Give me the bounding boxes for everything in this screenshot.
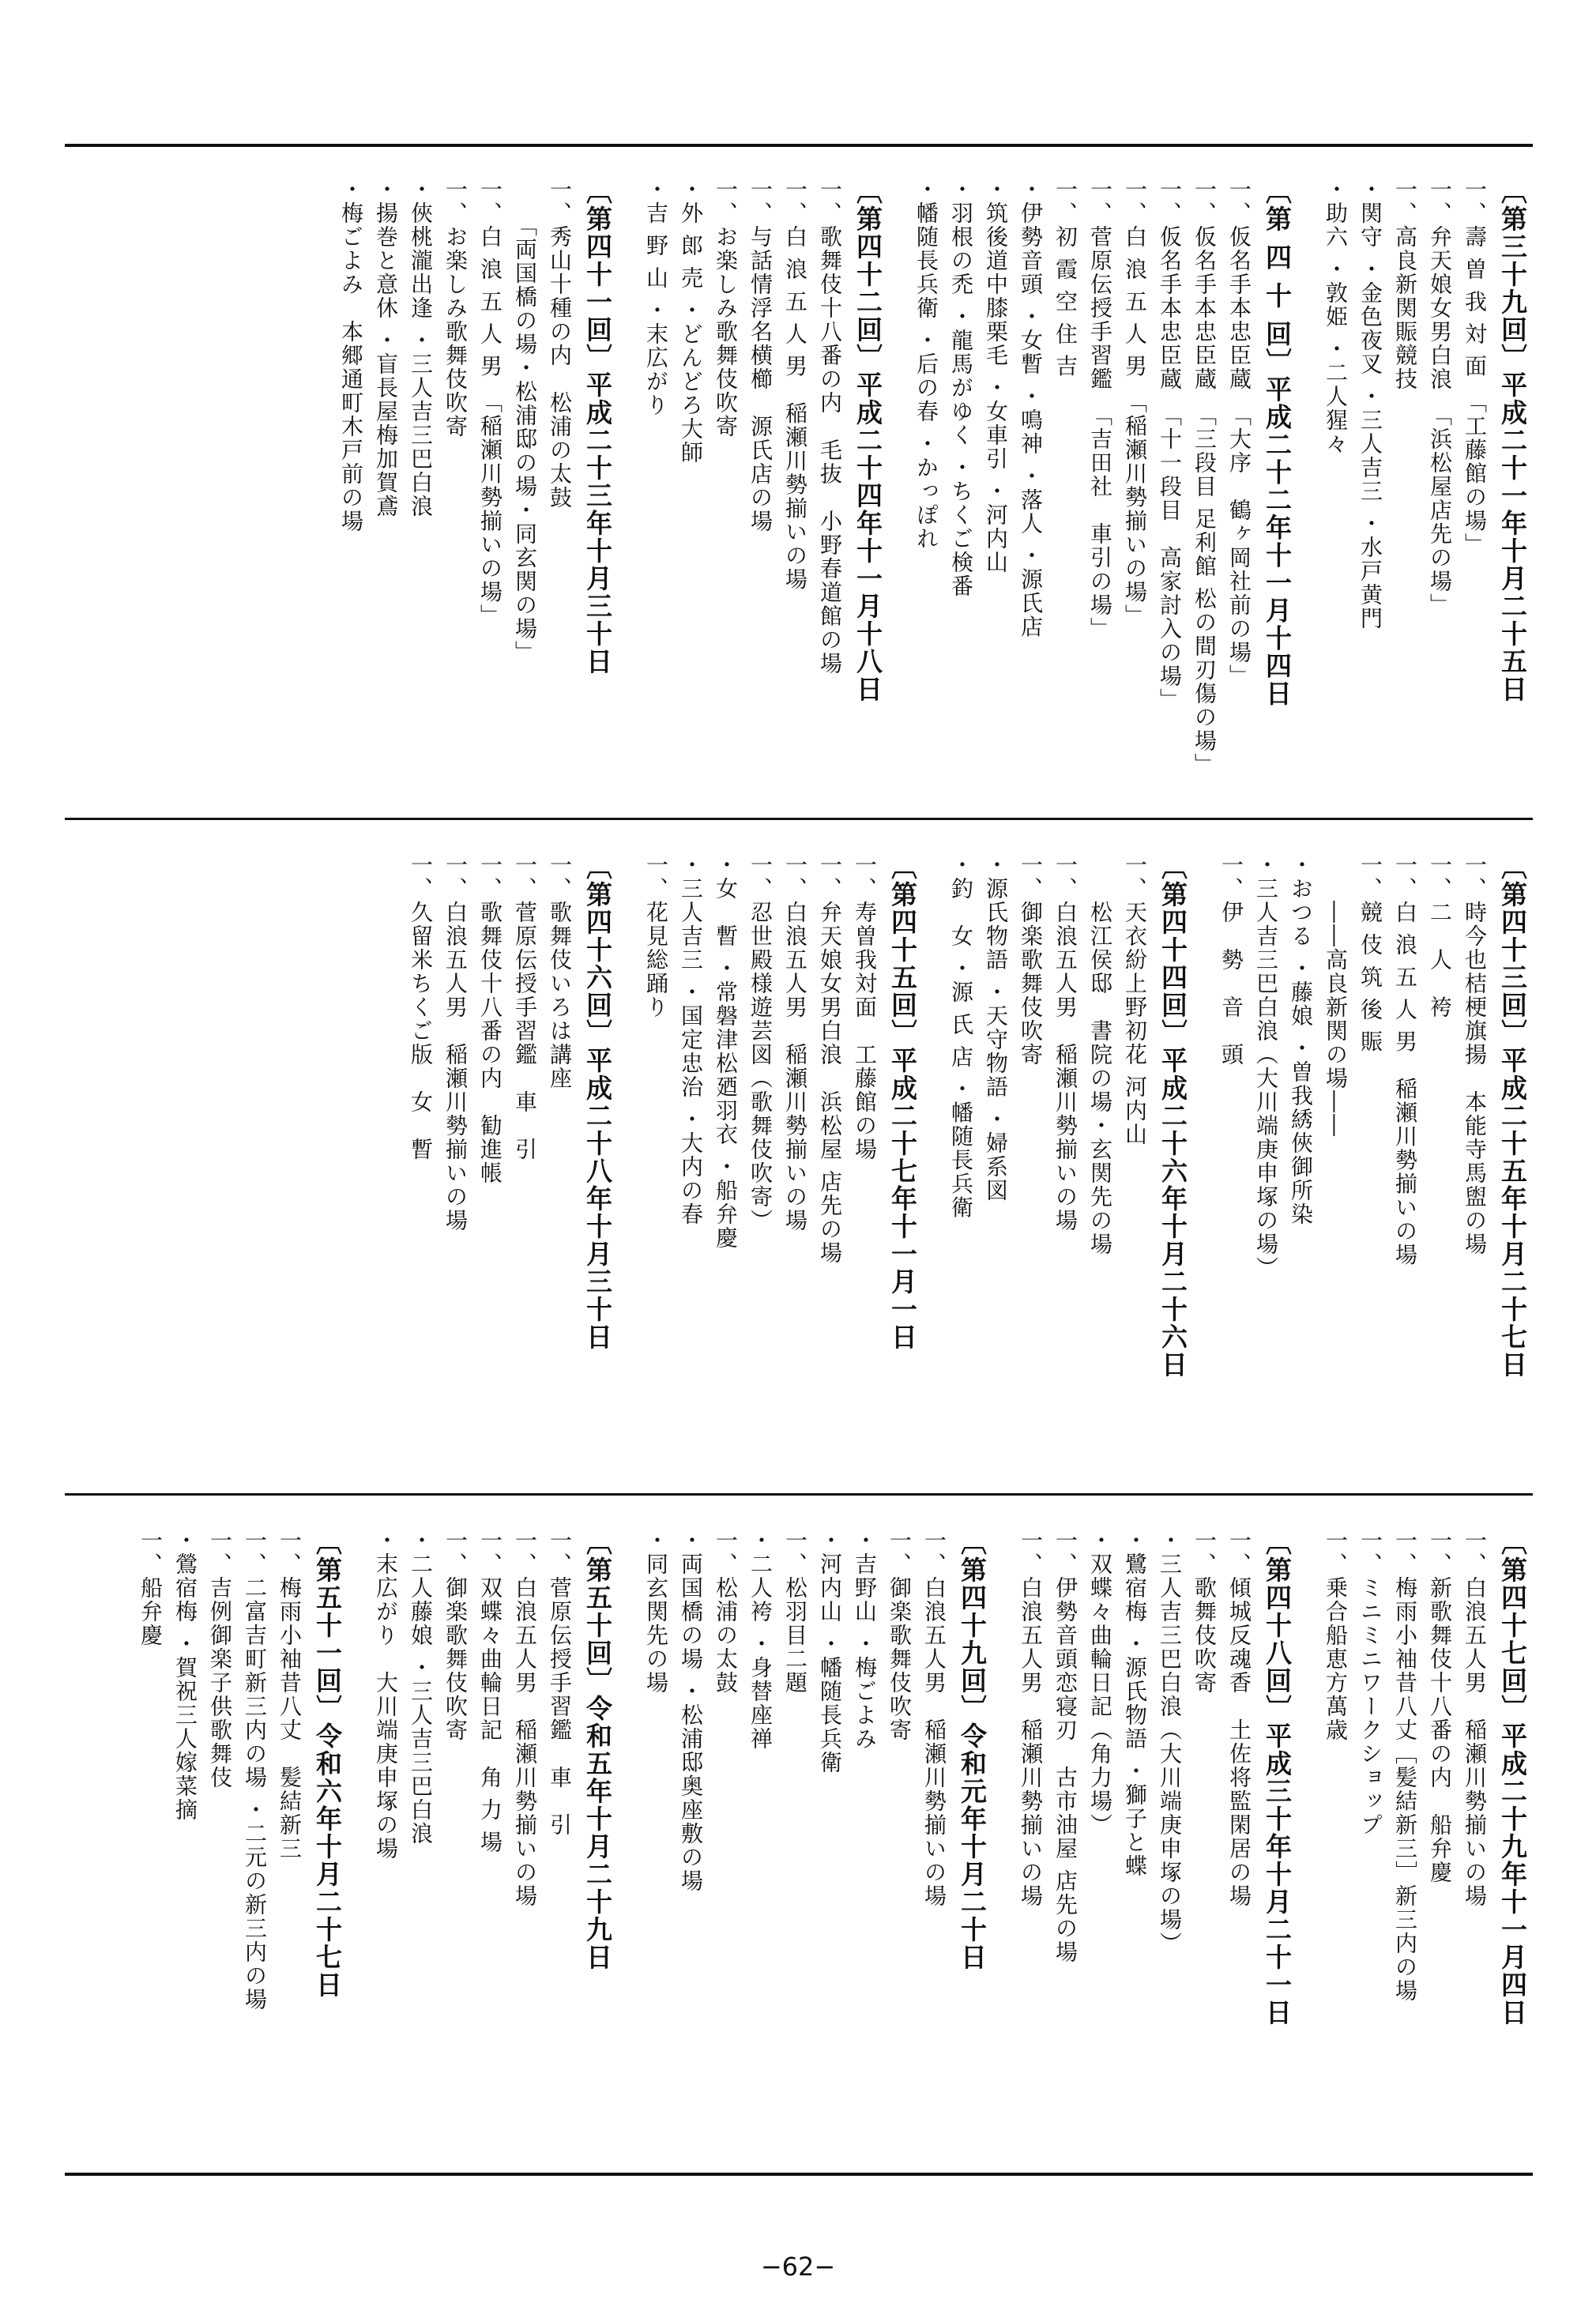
program-line: 一、仮名手本忠臣蔵 「十一段目 高家討入の場」 <box>1157 178 1183 712</box>
program-heading: 〔第四十四回〕平成二十六年十月二十六日 <box>1157 853 1188 1379</box>
program-line: 一、菅原伝授手習鑑 車 引 <box>547 1529 573 1837</box>
program-line: ――高良新関の場―― <box>1323 853 1349 1138</box>
program-line: ・双蝶々曲輪日記（角力場） <box>1087 1529 1113 1837</box>
program-line: 一、新歌舞伎十八番の内 船弁慶 <box>1427 1529 1453 1884</box>
program-line: ・二人袴 ・身替座禅 <box>747 1529 774 1751</box>
program-line: 一、白浪五人男 稲瀬川勢揃いの場 <box>1018 1529 1044 1908</box>
program-line: 一、白浪五人男 稲瀬川勢揃いの場 <box>1052 853 1078 1232</box>
program-line: 一、弁天娘女男白浪 「浜松屋店先の場」 <box>1427 178 1453 617</box>
program-line: 一、白浪五人男 稲瀬川勢揃いの場 <box>512 1529 538 1908</box>
program-line: 一、時今也桔梗旗揚 本能寺馬盥の場 <box>1462 853 1488 1256</box>
program-heading: 〔第四十二回〕平成二十四年十一月十八日 <box>853 178 883 703</box>
program-line: ・河内山 ・幡随長兵衛 <box>817 1529 843 1774</box>
program-line: 一、二富吉町新三内の場 ・二元の新三内の場 <box>242 1529 268 2011</box>
program-line: ・助六 ・敦姫 ・二人猩々 <box>1323 178 1349 456</box>
program-line: 一、白 浪 五 人 男 「稲瀬川勢揃いの場」 <box>1122 178 1148 628</box>
program-heading: 〔第四十八回〕平成三十年十月二十一日 <box>1262 1529 1293 2026</box>
program-line: 一、秀山十種の内 松浦の太鼓 <box>547 178 573 510</box>
band-divider-2 <box>65 1493 1533 1496</box>
program-line: ・幡随長兵衛 ・后の春 ・かっぽれ <box>913 178 939 551</box>
program-line: 一、久留米ちくご版 女 暫 <box>408 853 434 1161</box>
program-line: 一、乗合船恵方萬歳 <box>1323 1529 1349 1742</box>
program-line: 一、忍世殿様遊芸図（歌舞伎吹寄） <box>747 853 774 1232</box>
program-block <box>943 853 1193 1477</box>
program-line: ・両国橋の場 ・松浦邸奥座敷の場 <box>678 1529 704 1893</box>
program-heading: 〔第三十九回〕平成二十一年十月二十五日 <box>1497 178 1528 703</box>
program-line: 一、吉例御楽子供歌舞伎 <box>207 1529 233 1789</box>
program-line: 一、松羽目二題 <box>782 1529 808 1695</box>
program-block <box>1318 178 1533 802</box>
program-line: ・同玄関先の場 <box>643 1529 669 1695</box>
program-line: 一、白 浪 五 人 男 稲瀬川勢揃いの場 <box>1392 853 1418 1267</box>
program-heading: 〔第五十回〕令和五年十月二十九日 <box>582 1529 613 1971</box>
program-block <box>368 1529 618 2153</box>
program-line: ・女 暫 ・常磐津松廼羽衣 ・船弁慶 <box>713 853 739 1250</box>
program-line: ・羽根の禿 ・龍馬がゆく ・ちくご検番 <box>948 178 974 598</box>
program-line: 一、弁天娘女男白浪 浜松屋 店先の場 <box>817 853 843 1265</box>
program-line: ・筑後道中膝栗毛 ・女車引 ・河内山 <box>983 178 1009 574</box>
program-line: 一、菅原伝授手習鑑 車 引 <box>512 853 538 1161</box>
program-line: 一、御楽歌舞伎吹寄 <box>442 1529 469 1742</box>
program-heading: 〔第四十六回〕平成二十八年十月三十日 <box>582 853 613 1351</box>
program-line: ・三人吉三巴白浪（大川端庚申塚の場） <box>1253 853 1279 1280</box>
program-line: 一、高良新関賑競技 <box>1392 178 1418 391</box>
bottom-rule <box>65 2173 1533 2176</box>
program-line: 一、お楽しみ歌舞伎吹寄 <box>442 178 469 438</box>
program-line: 一、白 浪 五 人 男 稲瀬川勢揃いの場 <box>782 178 808 592</box>
program-line: 一、菅原伝授手習鑑 「吉田社 車引の場」 <box>1087 178 1113 641</box>
program-band-3 <box>65 1529 1533 2153</box>
program-line: 一、松浦の太鼓 <box>713 1529 739 1695</box>
program-line: 一、壽 曽 我 対 面 「工藤館の場」 <box>1462 178 1488 557</box>
program-line: 一、伊勢音頭恋寝刃 古市油屋 店先の場 <box>1052 1529 1078 1964</box>
program-line: ・外 郎 売 ・どんどろ大師 <box>678 178 704 465</box>
program-line: ・梅ごよみ 本郷通町木戸前の場 <box>338 178 364 533</box>
program-line: ・おつる ・藤娘 ・曽我綉俠御所染 <box>1288 853 1314 1226</box>
program-heading: 〔第四十一回〕平成二十三年十月三十日 <box>582 178 613 675</box>
program-line: 一、双蝶々曲輪日記 角 力 場 <box>477 1529 503 1854</box>
program-line: ・伊勢音頭 ・女暫 ・鳴神 ・落人 ・源氏店 <box>1018 178 1044 639</box>
program-line: ・揚巻と意休 ・盲長屋梅加賀鳶 <box>373 178 399 518</box>
program-heading: 〔第四十七回〕平成二十九年十一月四日 <box>1497 1529 1528 2026</box>
page-number: −62− <box>760 2252 836 2282</box>
program-line: ・鶯宿梅 ・賀祝三人嫁菜摘 <box>172 1529 198 1822</box>
program-line: 一、伊 勢 音 頭 <box>1218 853 1244 1067</box>
program-line: 一、白浪五人男 稲瀬川勢揃いの場 <box>442 853 469 1232</box>
program-heading: 〔第四十三回〕平成二十五年十月二十七日 <box>1497 853 1528 1379</box>
program-block <box>1214 853 1533 1477</box>
program-line: 一、船弁慶 <box>137 1529 164 1647</box>
program-heading: 〔第四十九回〕令和元年十月二十日 <box>957 1529 988 1971</box>
program-block <box>333 178 618 802</box>
program-line: 一、梅雨小袖昔八丈［髪結新三］新三内の場 <box>1392 1529 1418 2003</box>
band-divider-1 <box>65 818 1533 820</box>
program-line: ・末広がり 大川端庚申塚の場 <box>373 1529 399 1861</box>
program-line: 一、寿曽我対面 工藤館の場 <box>852 853 878 1161</box>
program-line: ・二人藤娘 ・三人吉三巴白浪 <box>408 1529 434 1846</box>
program-line: ・鷺宿梅 ・源氏物語 ・獅子と蝶 <box>1122 1529 1148 1878</box>
program-block <box>1013 1529 1297 2153</box>
program-block <box>638 178 888 802</box>
program-line: 一、天衣紛上野初花 河内山 <box>1122 853 1148 1146</box>
program-block <box>403 853 618 1477</box>
program-line: ・俠桃瀧出逢 ・三人吉三巴白浪 <box>408 178 434 518</box>
program-line: 一、競 伎 筑 後 賑 <box>1357 853 1383 1054</box>
program-band-1 <box>65 178 1533 802</box>
program-line: 一、ミニミニワークショップ <box>1357 1529 1383 1837</box>
program-line: ・釣 女 ・源 氏 店 ・幡随長兵衛 <box>948 853 974 1220</box>
top-rule <box>65 144 1533 147</box>
program-line: 松江侯邸 書院の場・玄関先の場 <box>1087 853 1113 1256</box>
program-block <box>1318 1529 1533 2153</box>
program-line: 一、白浪五人男 稲瀬川勢揃いの場 <box>1462 1529 1488 1908</box>
program-block <box>909 178 1297 802</box>
program-line: 一、与話情浮名横櫛 源氏店の場 <box>747 178 774 533</box>
program-line: 一、御楽歌舞伎吹寄 <box>1018 853 1044 1067</box>
program-line: ・源氏物語 ・天守物語 ・婦系図 <box>983 853 1009 1202</box>
program-heading: 〔第 四 十 回〕平成二十二年十一月十四日 <box>1262 178 1293 708</box>
program-line: ・関守 ・金色夜叉 ・三人吉三 ・水戸黄門 <box>1357 178 1383 630</box>
program-line: 一、梅雨小袖昔八丈 髪結新三 <box>277 1529 303 1861</box>
program-line: 一、白 浪 五 人 男 「稲瀬川勢揃いの場」 <box>477 178 503 628</box>
program-line: 一、白浪五人男 稲瀬川勢揃いの場 <box>921 1529 947 1908</box>
program-line: ・三人吉三 ・国定忠治 ・大内の春 <box>678 853 704 1226</box>
program-line: 一、御楽歌舞伎吹寄 <box>886 1529 913 1742</box>
program-line: 一、お楽しみ歌舞伎吹寄 <box>713 178 739 438</box>
program-heading: 〔第五十一回〕令和六年十月二十七日 <box>312 1529 343 1999</box>
program-line: ・吉 野 山 ・末広がり <box>643 178 669 417</box>
program-line: 一、白浪五人男 稲瀬川勢揃いの場 <box>782 853 808 1232</box>
program-line: 一、歌舞伎十八番の内 毛抜 小野春道館の場 <box>817 178 843 675</box>
program-line: 一、歌舞伎いろは講座 <box>547 853 573 1090</box>
program-band-2 <box>65 853 1533 1477</box>
program-line: 一、歌舞伎十八番の内 勧進帳 <box>477 853 503 1185</box>
program-line: 一、仮名手本忠臣蔵 「大序 鶴ヶ岡社前の場」 <box>1226 178 1252 688</box>
program-block <box>638 853 923 1477</box>
program-line: 一、傾城反魂香 土佐将監閑居の場 <box>1226 1529 1252 1908</box>
program-line: 一、二 人 袴 <box>1427 853 1453 1019</box>
program-line: 「両国橋の場・松浦邸の場・同玄関の場」 <box>512 178 538 664</box>
program-line: 一、初 霞 空 住 吉 <box>1052 178 1078 378</box>
program-block <box>638 1529 992 2153</box>
program-heading: 〔第四十五回〕平成二十七年十一月一日 <box>887 853 918 1351</box>
program-line: ・三人吉三巴白浪（大川端庚申塚の場） <box>1157 1529 1183 1955</box>
program-line: 一、花見総踊り <box>643 853 669 1019</box>
program-line: 一、仮名手本忠臣蔵 「三段目 足利館 松の間刃傷の場」 <box>1191 178 1218 777</box>
program-line: ・吉野山 ・梅ごよみ <box>852 1529 878 1751</box>
program-line: 一、歌舞伎吹寄 <box>1191 1529 1218 1695</box>
program-block <box>133 1529 348 2153</box>
